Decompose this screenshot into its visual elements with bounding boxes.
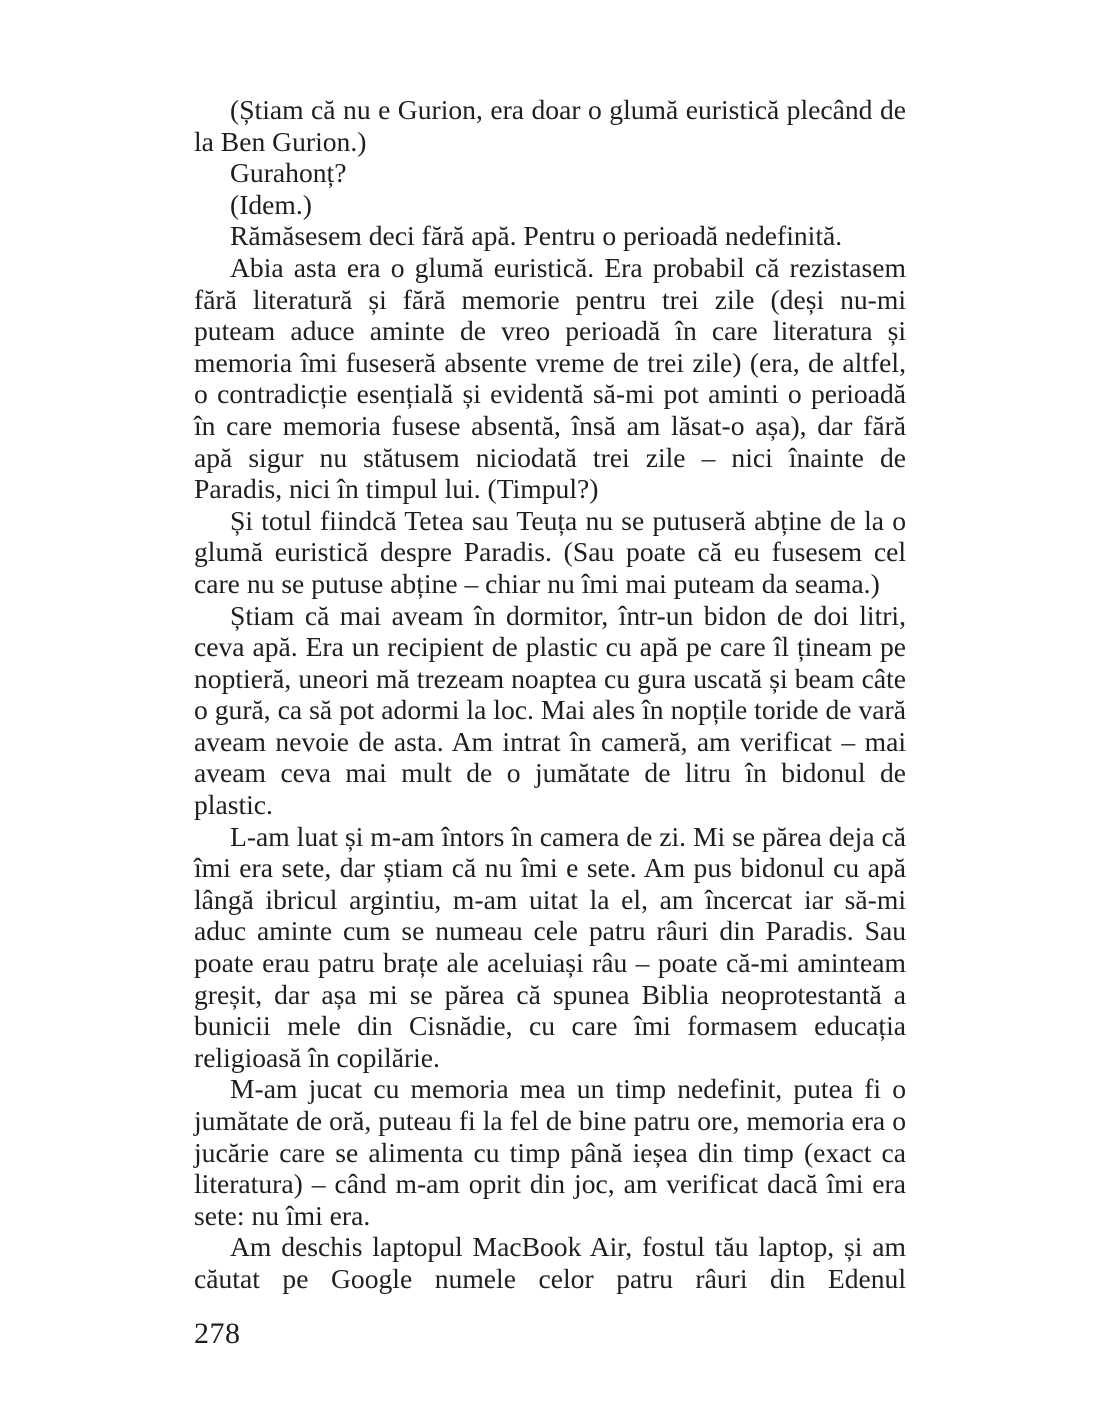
paragraph: Rămăsesem deci fără apă. Pentru o perioadă nedefinită. — [230, 220, 843, 252]
paragraph: Am deschis laptopul MacBook Air, fostul tău laptop, și am căutat pe Google numele celor patru râuri din Edenul — [194, 1231, 906, 1294]
body-text — [194, 94, 906, 1295]
paragraph: M-am jucat cu memoria mea un timp nedefinit, putea fi o jumătate de oră, puteau fi la fel de bine patru ore, memoria era o jucărie care se alimenta cu timp până ieșea din timp (exact ca literatura) – când m-am oprit din joc, am verificat dacă îmi era sete: nu îmi era. — [194, 1073, 906, 1231]
paragraph: Gurahonț? — [230, 157, 347, 189]
page-number: 278 — [194, 1317, 241, 1350]
paragraph: L-am luat și m-am întors în camera de zi. Mi se părea deja că îmi era sete, dar știam că nu îmi e sete. Am pus bidonul cu apă lângă ibricul argintiu, m-am uitat la el, am încercat iar să-mi aduc aminte cum se numeau cele patru râuri din Paradis. Sau poate erau patru brațe ale aceluiași râu – poate că-mi aminteam greșit, dar așa mi se părea că spunea Biblia neoprotestantă a bunicii mele din Cisnădie, cu care îmi formasem educația religioasă în copilărie. — [194, 820, 906, 1073]
paragraph: Abia asta era o glumă euristică. Era probabil că rezistasem fără literatură și fără memorie pentru trei zile (deși nu-mi puteam aduce aminte de vreo perioadă în care literatura și memoria îmi fuseseră absente vreme de trei zile) (era, de altfel, o contradicție esențială și evidentă să-mi pot aminti o perioadă în care memoria fusese absentă, însă am lăsat-o așa), dar fără apă sigur nu stătusem niciodată trei zile – nici înainte de Paradis, nici în timpul lui. (Timpul?) — [194, 251, 906, 505]
paragraph: (Idem.) — [230, 188, 312, 220]
paragraph: Știam că mai aveam în dormitor, într-un bidon de doi litri, ceva apă. Era un recipient de plastic cu apă pe care îl țineam pe noptieră, uneori mă trezeam noaptea cu gura uscată și beam câte o gură, ca să pot adormi la loc. Mai ales în nopțile toride de vară aveam nevoie de asta. Am intrat în cameră, am verificat – mai aveam ceva mai mult de o jumătate de litru în bidonul de plastic. — [194, 599, 906, 821]
paragraph: (Știam că nu e Gurion, era doar o glumă euristică plecând de la Ben Gurion.) — [194, 94, 906, 157]
paragraph: Și totul fiindcă Tetea sau Teuța nu se putuseră abține de la o glumă euristică despre Paradis. (Sau poate că eu fusesem cel care nu se putuse abține – chiar nu îmi mai puteam da seama.) — [194, 504, 906, 599]
